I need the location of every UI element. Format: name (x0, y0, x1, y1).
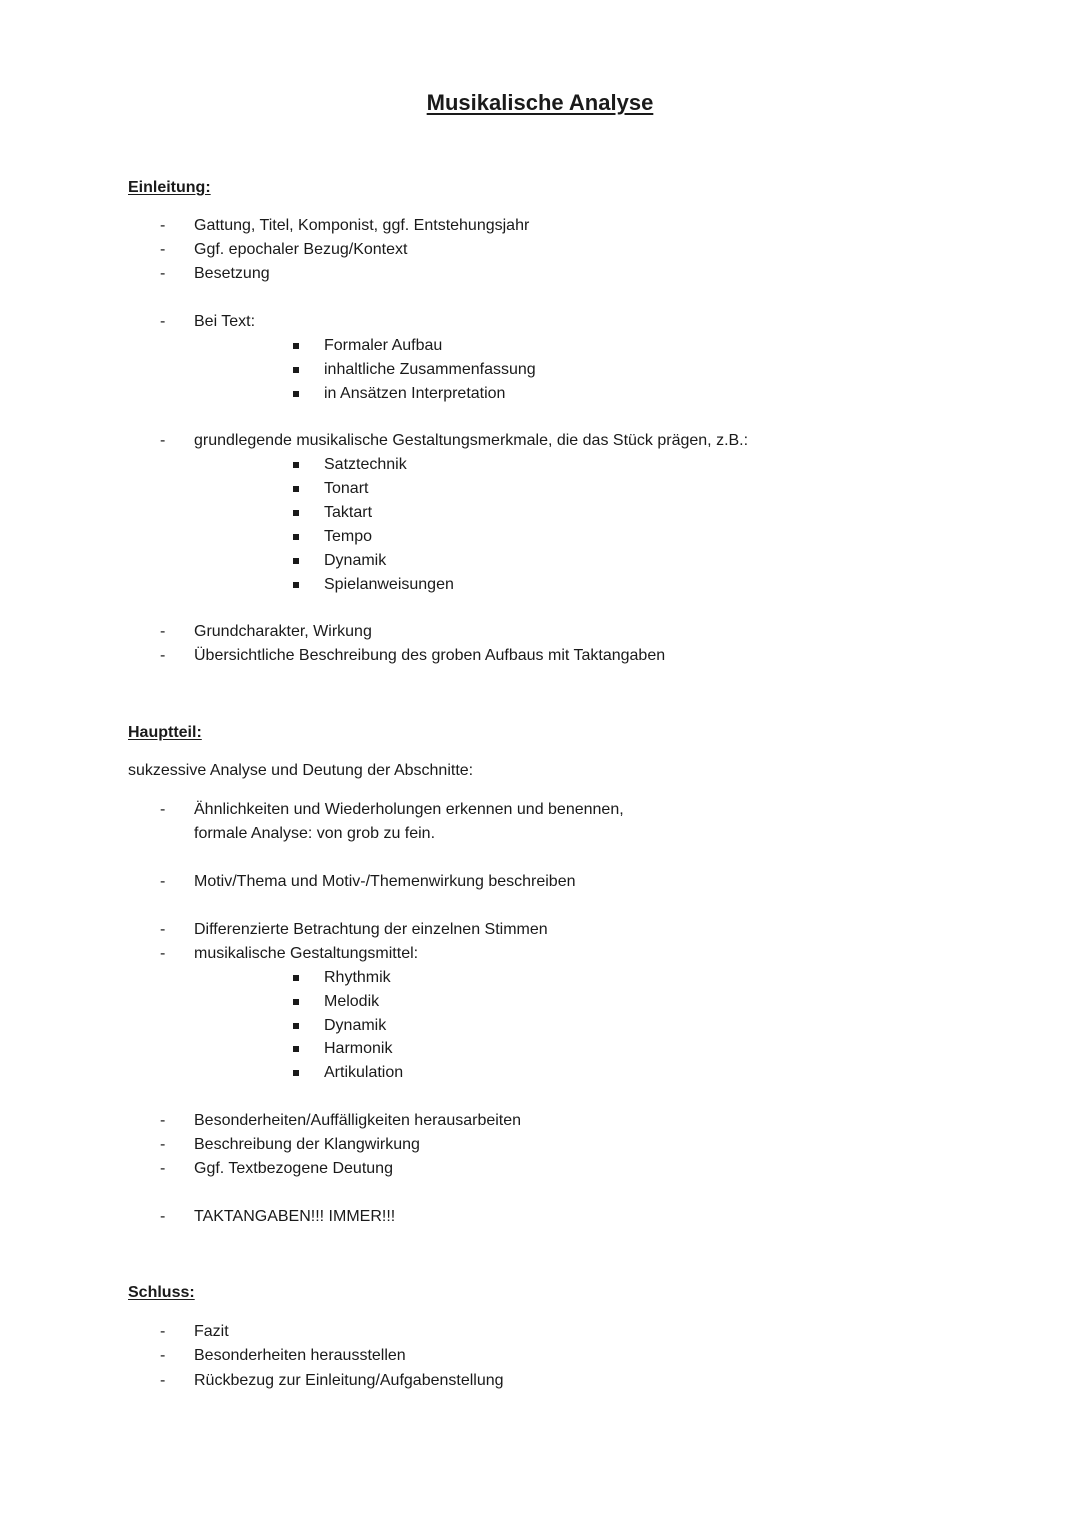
sub-list-item-text: Formaler Aufbau (324, 337, 443, 354)
list-item-text: Rückbezug zur Einleitung/Aufgabenstellung (194, 1372, 504, 1389)
square-bullet-icon (293, 975, 299, 981)
list-item-text: Beschreibung der Klangwirkung (194, 1136, 420, 1153)
dash-marker: - (160, 1160, 166, 1177)
square-bullet-icon (293, 510, 299, 516)
list-item-text: musikalische Gestaltungsmittel: (194, 945, 419, 962)
dash-marker: - (160, 432, 166, 449)
dash-marker: - (160, 1208, 166, 1225)
dash-marker: - (160, 623, 166, 640)
list-item-text: Ähnlichkeiten und Wiederholungen erkennen und benennen, (194, 801, 624, 818)
list-item-text: Gattung, Titel, Komponist, ggf. Entstehungsjahr (194, 217, 530, 234)
dash-marker: - (160, 217, 166, 234)
dash-marker: - (160, 873, 166, 890)
section-intro: sukzessive Analyse und Deutung der Abschnitte: (128, 762, 474, 779)
dash-marker: - (160, 265, 166, 282)
list-item-text: formale Analyse: von grob zu fein. (194, 825, 436, 842)
list-item-text: Besetzung (194, 265, 270, 282)
dash-marker: - (160, 647, 166, 664)
square-bullet-icon (293, 391, 299, 397)
list-item-text: Bei Text: (194, 313, 256, 330)
square-bullet-icon (293, 582, 299, 588)
dash-marker: - (160, 801, 166, 818)
dash-marker: - (160, 1372, 166, 1389)
dash-marker: - (160, 1112, 166, 1129)
sub-list-item-text: Artikulation (324, 1064, 404, 1081)
list-item-text: Motiv/Thema und Motiv-/Themenwirkung beschreiben (194, 873, 576, 890)
sub-list-item-text: Satztechnik (324, 456, 407, 473)
list-item-text: Fazit (194, 1323, 229, 1340)
sub-list-item-text: Dynamik (324, 1017, 387, 1034)
page-title: Musikalische Analyse (426, 90, 654, 115)
list-item-text: Ggf. Textbezogene Deutung (194, 1160, 393, 1177)
sub-list-item-text: inhaltliche Zusammenfassung (324, 361, 536, 378)
section-heading-einleitung: Einleitung: (128, 179, 211, 196)
sub-list-item-text: Rhythmik (324, 969, 391, 986)
square-bullet-icon (293, 1046, 299, 1052)
list-item-text: Ggf. epochaler Bezug/Kontext (194, 241, 408, 258)
dash-marker: - (160, 945, 166, 962)
section-heading-schluss: Schluss: (128, 1284, 195, 1301)
emphasis-text: TAKTANGABEN!!! IMMER!!! (194, 1208, 396, 1225)
square-bullet-icon (293, 367, 299, 373)
section-heading-hauptteil: Hauptteil: (128, 724, 202, 741)
square-bullet-icon (293, 558, 299, 564)
list-item-text: Besonderheiten herausstellen (194, 1347, 406, 1364)
dash-marker: - (160, 241, 166, 258)
square-bullet-icon (293, 534, 299, 540)
sub-list-item-text: Taktart (324, 504, 373, 521)
square-bullet-icon (293, 999, 299, 1005)
list-item-text: Differenzierte Betrachtung der einzelnen Stimmen (194, 921, 548, 938)
sub-list-item-text: Melodik (324, 993, 380, 1010)
sub-list-item-text: in Ansätzen Interpretation (324, 385, 506, 402)
square-bullet-icon (293, 486, 299, 492)
dash-marker: - (160, 313, 166, 330)
sub-list-item-text: Harmonik (324, 1040, 393, 1057)
square-bullet-icon (293, 1070, 299, 1076)
list-item-text: Besonderheiten/Auffälligkeiten herausarbeiten (194, 1112, 522, 1129)
list-item-text: grundlegende musikalische Gestaltungsmerkmale, die das Stück prägen, z.B.: (194, 432, 749, 449)
sub-list-item-text: Dynamik (324, 552, 387, 569)
list-item-text: Grundcharakter, Wirkung (194, 623, 372, 640)
square-bullet-icon (293, 1023, 299, 1029)
list-item-text: Übersichtliche Beschreibung des groben Aufbaus mit Taktangaben (194, 647, 666, 664)
sub-list-item-text: Tonart (324, 480, 369, 497)
dash-marker: - (160, 1323, 166, 1340)
square-bullet-icon (293, 462, 299, 468)
dash-marker: - (160, 1347, 166, 1364)
dash-marker: - (160, 1136, 166, 1153)
square-bullet-icon (293, 343, 299, 349)
sub-list-item-text: Tempo (324, 528, 373, 545)
dash-marker: - (160, 921, 166, 938)
sub-list-item-text: Spielanweisungen (324, 576, 454, 593)
